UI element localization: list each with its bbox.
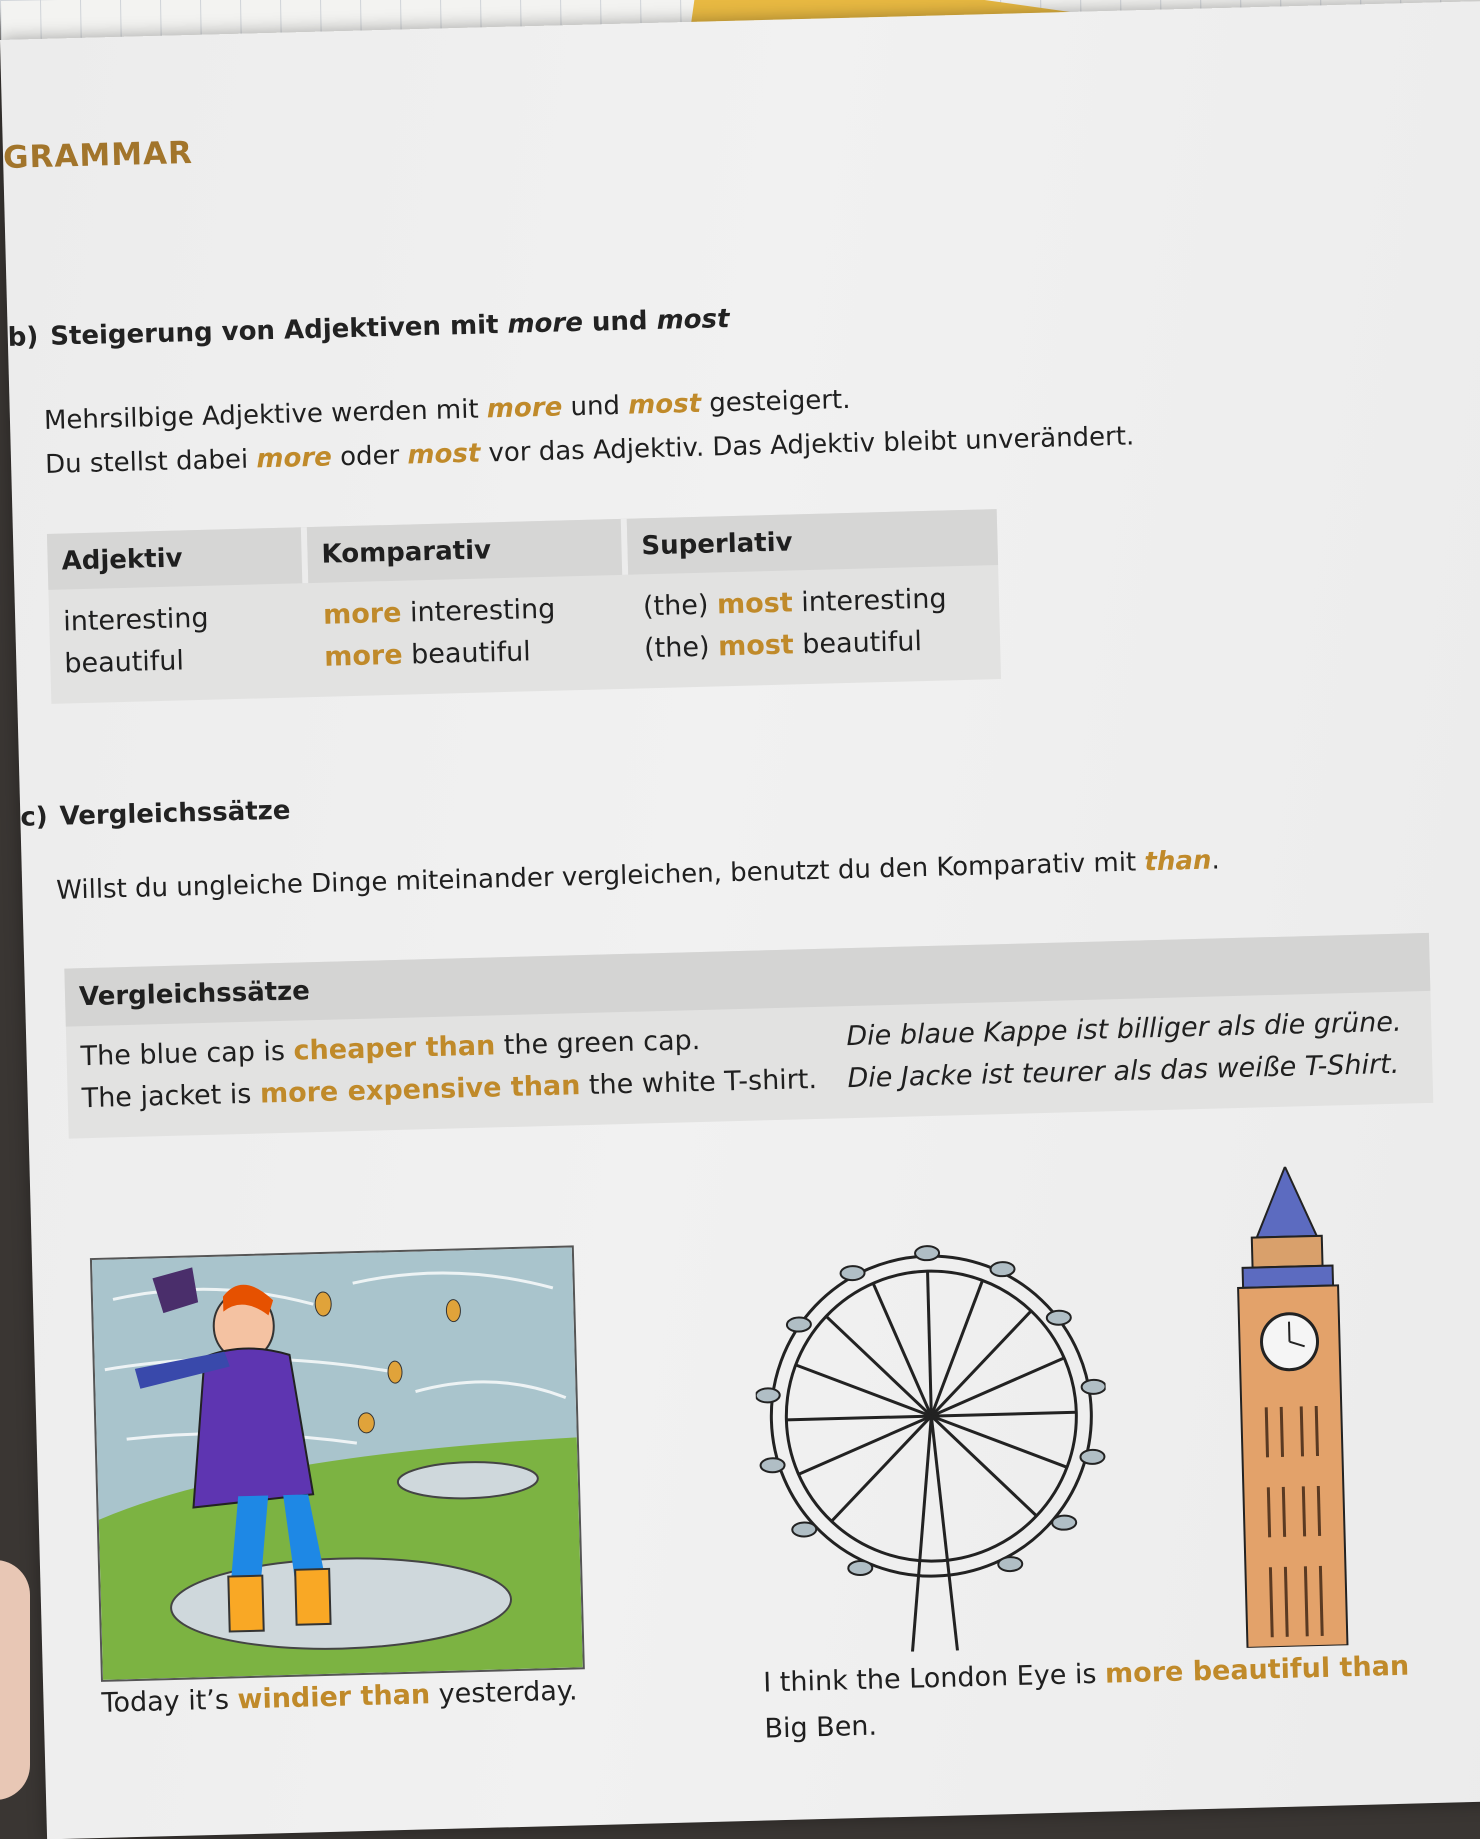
london-caption-pre: I think the London Eye is xyxy=(762,1658,1106,1699)
row1-en-post: the green cap. xyxy=(494,1025,701,1062)
sup-1-pre: (the) xyxy=(642,589,718,623)
line1-more: more xyxy=(486,392,563,425)
header-komparativ: Komparativ xyxy=(307,519,628,583)
london-caption-hl: more beautiful than xyxy=(1104,1650,1410,1690)
section-b-title-more: more xyxy=(507,307,584,340)
row2-en-hl: more expensive than xyxy=(259,1070,581,1110)
section-b-title-mid: und xyxy=(582,305,658,338)
row1-en-hl: cheaper than xyxy=(293,1030,496,1067)
sup-2-rest: beautiful xyxy=(793,626,923,661)
windy-day-illustration xyxy=(90,1245,585,1682)
line1-post: gesteigert. xyxy=(700,384,851,419)
section-b-title-most: most xyxy=(656,304,730,336)
line2-most: most xyxy=(407,438,481,471)
komp-2-more: more xyxy=(323,639,403,673)
london-caption-post: Big Ben. xyxy=(764,1710,878,1745)
komp-2-rest: beautiful xyxy=(402,636,532,671)
comparison-german: Die blaue Kappe ist billiger als die grüne. xyxy=(845,1006,1402,1053)
row2-en-pre: The jacket is xyxy=(81,1078,261,1115)
finger-edge xyxy=(0,1560,30,1800)
header-superlativ: Superlativ xyxy=(627,509,998,575)
windy-caption-hl: windier than xyxy=(237,1679,431,1716)
windy-caption-post: yesterday. xyxy=(429,1675,578,1711)
section-c-text-than: than xyxy=(1144,845,1212,878)
line2-mid: oder xyxy=(331,440,408,473)
sup-1-rest: interesting xyxy=(792,583,947,619)
header-adjektiv: Adjektiv xyxy=(47,527,308,590)
textbook-page xyxy=(0,1,1480,1839)
london-eye-illustration xyxy=(752,1227,1113,1656)
adjektiv-column xyxy=(47,527,311,704)
section-c-heading xyxy=(20,796,291,833)
line2-post: vor das Adjektiv. Das Adjektiv bleibt unverändert. xyxy=(479,421,1135,469)
comparison-table-header: Vergleichssätze xyxy=(64,933,1430,1027)
section-b-explanation xyxy=(43,370,1134,486)
cell-komp-2 xyxy=(324,629,631,679)
komp-1-more: more xyxy=(322,597,402,631)
cell-adj-1: interesting xyxy=(62,602,209,638)
big-ben-illustration xyxy=(1210,1165,1373,1649)
section-c-title: Vergleichssätze xyxy=(59,795,291,832)
section-c-text-post: . xyxy=(1211,845,1221,876)
grammar-label: GRAMMAR xyxy=(2,134,194,176)
section-c-explanation xyxy=(56,838,1221,912)
komparativ-column xyxy=(307,519,631,697)
row1-en-pre: The blue cap is xyxy=(80,1035,294,1073)
windy-caption-pre: Today it’s xyxy=(101,1684,238,1719)
section-b-heading xyxy=(7,304,729,353)
cell-sup-2 xyxy=(644,619,1001,670)
cell-adj-2: beautiful xyxy=(63,645,185,680)
adjective-comparison-table xyxy=(47,509,1001,704)
section-b-title-pre: Steigerung von Adjektiven mit xyxy=(49,309,508,352)
komp-1-rest: interesting xyxy=(401,593,556,629)
line2-more: more xyxy=(256,442,333,475)
comparison-german: Die Jacke ist teurer als das weiße T-Shirt. xyxy=(847,1048,1400,1095)
line2-pre: Du stellst dabei xyxy=(44,444,257,480)
row2-en-post: the white T-shirt. xyxy=(579,1063,818,1102)
line1-most: most xyxy=(627,388,702,421)
sup-1-most: most xyxy=(716,587,794,621)
superlativ-column xyxy=(627,509,1001,689)
line1-pre: Mehrsilbige Adjektive werden mit xyxy=(43,394,488,436)
sup-2-most: most xyxy=(717,629,795,663)
line1-mid: und xyxy=(561,390,629,423)
sup-2-pre: (the) xyxy=(643,631,719,665)
london-eye-caption xyxy=(763,1643,1425,1752)
comparison-sentences-table xyxy=(64,933,1433,1139)
section-b-marker: b) xyxy=(7,322,39,353)
windy-caption xyxy=(101,1675,578,1718)
section-c-marker: c) xyxy=(19,802,49,833)
section-c-text-pre: Willst du ungleiche Dinge miteinander vergleichen, benutzt du den Komparativ mit xyxy=(55,847,1145,906)
